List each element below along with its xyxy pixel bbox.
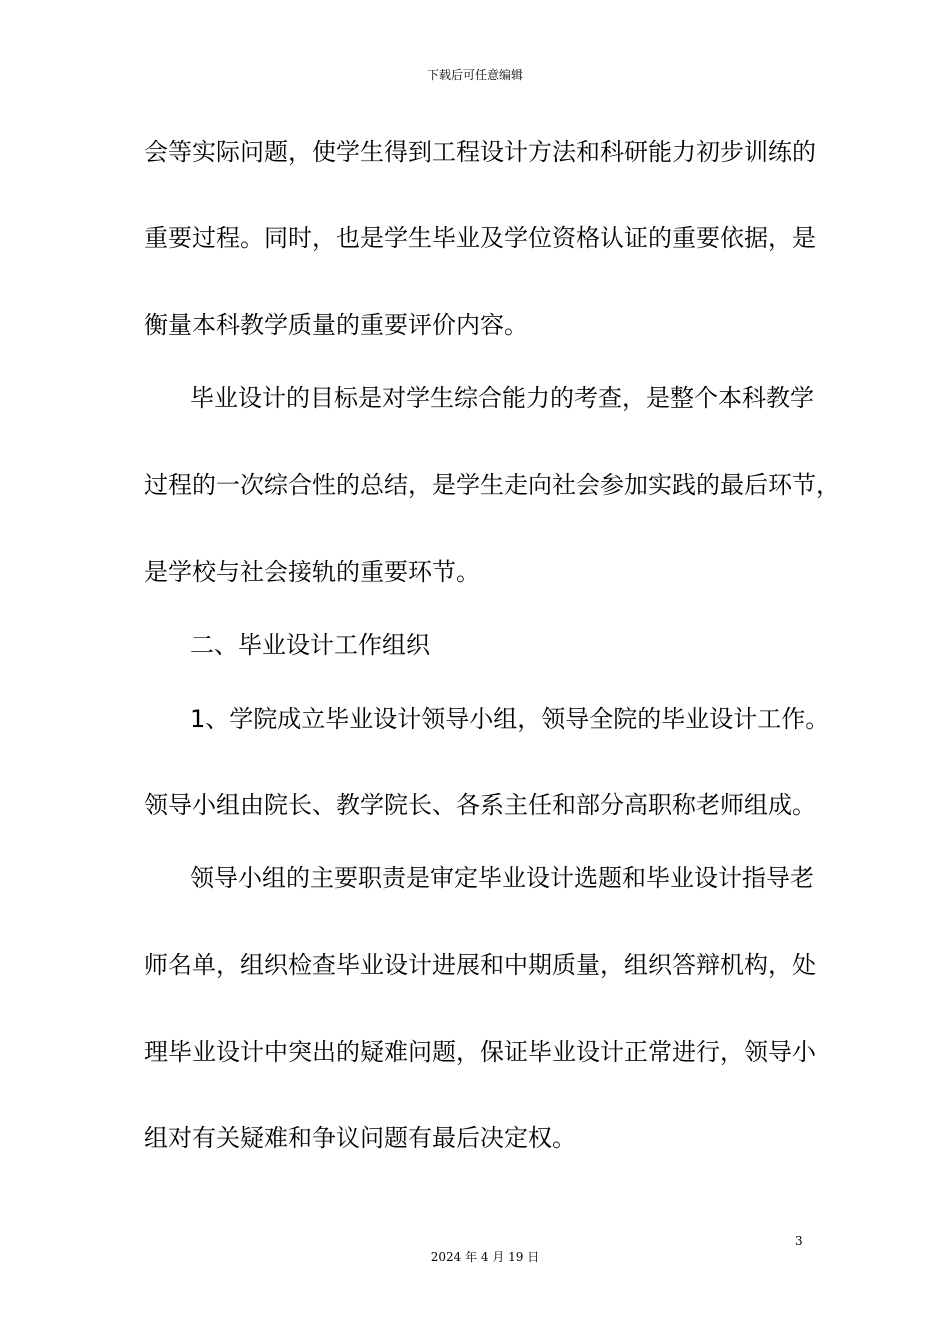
footer-date: 2024 年 4 月 19 日: [430, 1250, 540, 1264]
header-note: 下载后可任意编辑: [426, 68, 523, 82]
body-line: 重要过程。同时，也是学生毕业及学位资格认证的重要依据，是: [144, 224, 816, 252]
body-line: 理毕业设计中突出的疑难问题，保证毕业设计正常进行，领导小: [144, 1038, 816, 1066]
body-line: 师名单，组织检查毕业设计进展和中期质量，组织答辩机构，处: [144, 951, 816, 979]
body-line: 衡量本科教学质量的重要评价内容。: [144, 311, 528, 339]
body-line: 过程的一次综合性的总结，是学生走向社会参加实践的最后环节，: [144, 471, 840, 499]
page-number: 3: [795, 1234, 803, 1248]
body-line: 1、学院成立毕业设计领导小组，领导全院的毕业设计工作。: [190, 705, 830, 733]
section-heading: 二、毕业设计工作组织: [190, 631, 430, 659]
body-line: 组对有关疑难和争议问题有最后决定权。: [144, 1124, 576, 1152]
body-line: 毕业设计的目标是对学生综合能力的考查，是整个本科教学: [190, 384, 814, 412]
body-line: 会等实际问题，使学生得到工程设计方法和科研能力初步训练的: [144, 138, 816, 166]
body-line: 是学校与社会接轨的重要环节。: [144, 558, 480, 586]
body-line: 领导小组由院长、教学院长、各系主任和部分高职称老师组成。: [144, 791, 816, 819]
body-line: 领导小组的主要职责是审定毕业设计选题和毕业设计指导老: [190, 864, 814, 892]
